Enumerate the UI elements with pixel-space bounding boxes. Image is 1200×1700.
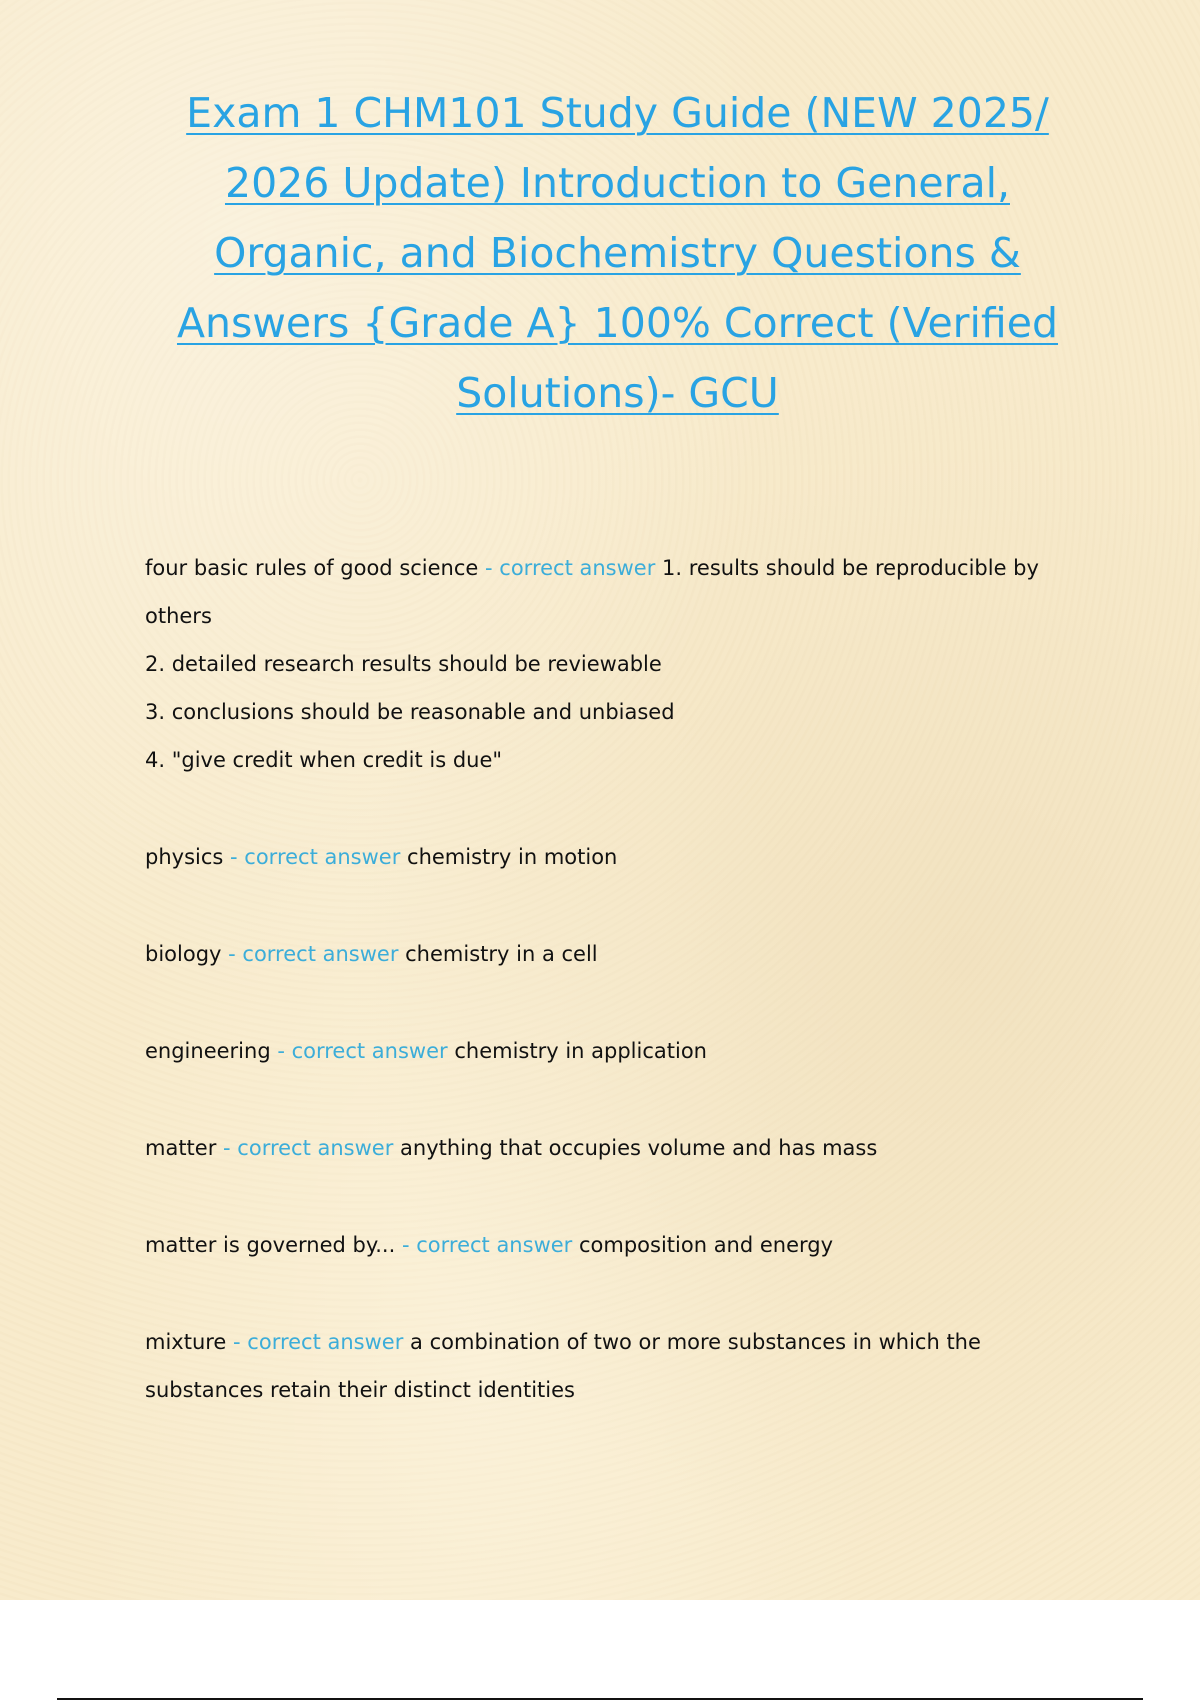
qa-item <box>145 1124 1085 1172</box>
qa-separator: - correct answer <box>277 1039 448 1063</box>
qa-separator: - correct answer <box>401 1233 573 1257</box>
qa-item <box>145 1221 1085 1269</box>
qa-question: engineering <box>145 1039 271 1063</box>
qa-item <box>145 930 1085 978</box>
qa-answer-line: 3. conclusions should be reasonable and unbiased <box>145 700 675 724</box>
qa-answer-line: 4. "give credit when credit is due" <box>145 748 503 772</box>
qa-answer: anything that occupies volume and has mass <box>400 1136 878 1160</box>
qa-separator: - correct answer <box>233 1330 404 1354</box>
qa-answer-line: 1. results should be reproducible by others <box>145 556 1039 628</box>
qa-item <box>145 1318 1085 1414</box>
qa-question: four basic rules of good science <box>145 556 479 580</box>
qa-question: mixture <box>145 1330 227 1354</box>
qa-answer: chemistry in a cell <box>405 942 598 966</box>
qa-separator: - correct answer <box>485 556 656 580</box>
qa-answer: a combination of two or more substances in which the substances retain their distinct identities <box>145 1330 981 1402</box>
qa-separator: - correct answer <box>230 845 401 869</box>
qa-item <box>145 544 1085 784</box>
qa-answer-line: 2. detailed research results should be reviewable <box>145 652 662 676</box>
qa-answer: composition and energy <box>578 1233 834 1257</box>
qa-item <box>145 833 1085 881</box>
document-title[interactable]: Exam 1 CHM101 Study Guide (NEW 2025/ 2026 Update) Introduction to General, Organic, and Biochemistry Questions & Answers {Grade A} 100% Correct (Verified Solutions)- GCU <box>176 89 1059 417</box>
qa-list <box>145 544 1085 1463</box>
qa-question: matter is governed by... <box>145 1233 396 1257</box>
qa-question: matter <box>145 1136 217 1160</box>
qa-question: physics <box>145 845 224 869</box>
qa-question: biology <box>145 942 222 966</box>
qa-item <box>145 1027 1085 1075</box>
qa-answer: chemistry in application <box>454 1039 707 1063</box>
qa-answer: chemistry in motion <box>407 845 618 869</box>
qa-separator: - correct answer <box>228 942 399 966</box>
qa-separator: - correct answer <box>223 1136 394 1160</box>
